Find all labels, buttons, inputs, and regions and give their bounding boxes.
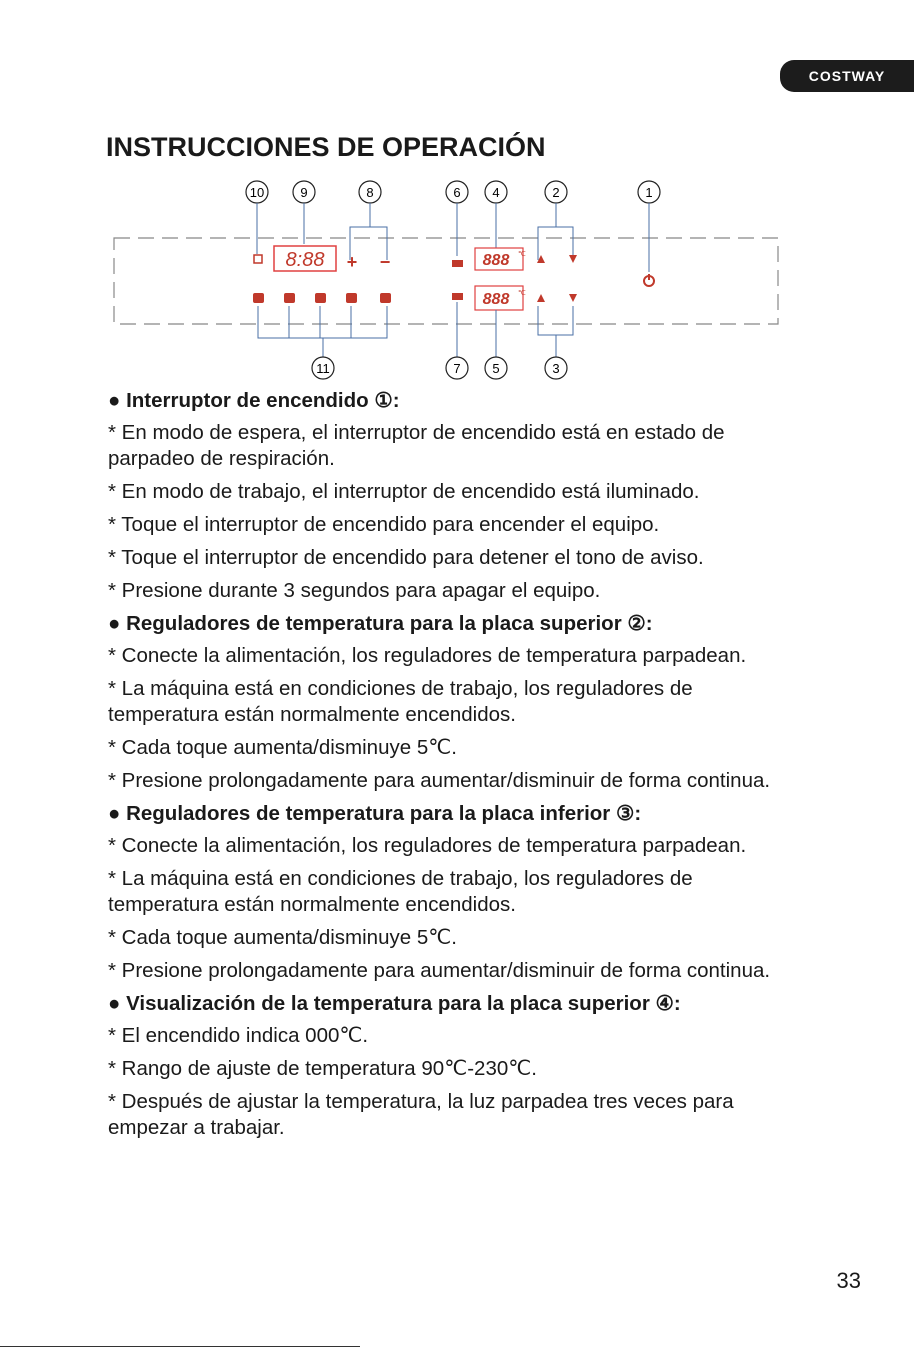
svg-text:6: 6: [453, 185, 461, 200]
upper-celsius-mark: ℃: [518, 251, 526, 258]
mode-icon-2[interactable]: [284, 293, 295, 303]
instructions-body: [108, 388, 808, 1148]
callout-9: [293, 181, 315, 203]
instruction-line: * La máquina está en condiciones de trabajo, los reguladores de temperatura están normalmente encendidos.: [108, 867, 693, 916]
timer-display-value: 8:88: [285, 249, 325, 271]
instruction-line: * El encendido indica 000℃.: [108, 1024, 369, 1047]
instruction-line: * Después de ajustar la temperatura, la luz parpadea tres veces para empezar a trabajar.: [108, 1090, 734, 1139]
instruction-line: * La máquina está en condiciones de trabajo, los reguladores de temperatura están normalmente encendidos.: [108, 677, 693, 726]
svg-text:11: 11: [316, 361, 330, 376]
mode-icon-4[interactable]: [346, 293, 357, 303]
svg-text:9: 9: [300, 185, 308, 200]
svg-text:8: 8: [366, 185, 374, 200]
callout-2: [545, 181, 567, 203]
callout-3: [545, 357, 567, 379]
svg-text:10: 10: [249, 185, 265, 200]
callout-10: [246, 181, 268, 203]
instruction-line: * Cada toque aumenta/disminuye 5℃.: [108, 736, 457, 759]
callout-11: [312, 357, 334, 379]
mode-icon-3[interactable]: [315, 293, 326, 303]
lower-temp-value: 888: [482, 291, 510, 308]
svg-text:3: 3: [552, 361, 560, 376]
svg-text:5: 5: [492, 361, 500, 376]
callout-6: [446, 181, 468, 203]
instruction-line: * Toque el interruptor de encendido para encender el equipo.: [108, 513, 660, 536]
instruction-line: * Cada toque aumenta/disminuye 5℃.: [108, 926, 457, 949]
instruction-line: * Conecte la alimentación, los reguladores de temperatura parpadean.: [108, 834, 747, 857]
section-heading-power-switch: ● Interruptor de encendido ①:: [108, 389, 400, 412]
lower-temp-up-button[interactable]: [537, 294, 545, 302]
svg-text:1: 1: [645, 185, 653, 200]
instruction-line: * Conecte la alimentación, los reguladores de temperatura parpadean.: [108, 644, 747, 667]
control-panel-diagram: [100, 170, 790, 385]
brand-logo: COSTWAY: [780, 60, 914, 92]
timer-icon: [254, 255, 262, 263]
upper-temp-value: 888: [482, 252, 510, 269]
mode-icons[interactable]: [253, 293, 391, 303]
section-heading-lower-regulators: ● Reguladores de temperatura para la placa inferior ③:: [108, 802, 642, 825]
lower-plate-icon: [452, 293, 463, 300]
instruction-line: * Presione durante 3 segundos para apagar el equipo.: [108, 579, 601, 602]
instruction-line: * Presione prolongadamente para aumentar/disminuir de forma continua.: [108, 769, 771, 792]
upper-temp-down-button[interactable]: [569, 255, 577, 263]
instruction-line: * En modo de trabajo, el interruptor de encendido está iluminado.: [108, 480, 700, 503]
svg-text:4: 4: [492, 185, 500, 200]
instruction-line: * Rango de ajuste de temperatura 90℃-230℃.: [108, 1057, 537, 1080]
callout-4: [485, 181, 507, 203]
upper-plate-icon: [452, 260, 463, 267]
bottom-rule: [0, 1346, 360, 1347]
svg-text:7: 7: [453, 361, 461, 376]
timer-minus-button[interactable]: −: [379, 252, 391, 272]
svg-text:2: 2: [552, 185, 560, 200]
mode-icon-1[interactable]: [253, 293, 264, 303]
callout-5: [485, 357, 507, 379]
page-number: 33: [836, 1268, 861, 1293]
instruction-line: * En modo de espera, el interruptor de encendido está en estado de parpadeo de respiración.: [108, 421, 725, 470]
lower-temp-down-button[interactable]: [569, 294, 577, 302]
section-heading-upper-regulators: ● Reguladores de temperatura para la placa superior ②:: [108, 612, 653, 635]
lower-celsius-mark: ℃: [518, 290, 526, 297]
instruction-line: * Presione prolongadamente para aumentar/disminuir de forma continua.: [108, 959, 771, 982]
callout-8: [359, 181, 381, 203]
power-icon[interactable]: [644, 274, 654, 286]
timer-plus-button[interactable]: +: [346, 252, 358, 272]
callout-7: [446, 357, 468, 379]
page-title: INSTRUCCIONES DE OPERACIÓN: [106, 132, 546, 162]
mode-icon-5[interactable]: [380, 293, 391, 303]
instruction-line: * Toque el interruptor de encendido para detener el tono de aviso.: [108, 546, 704, 569]
callout-1: [638, 181, 660, 203]
section-heading-upper-temp-display: ● Visualización de la temperatura para la placa superior ④:: [108, 992, 681, 1015]
